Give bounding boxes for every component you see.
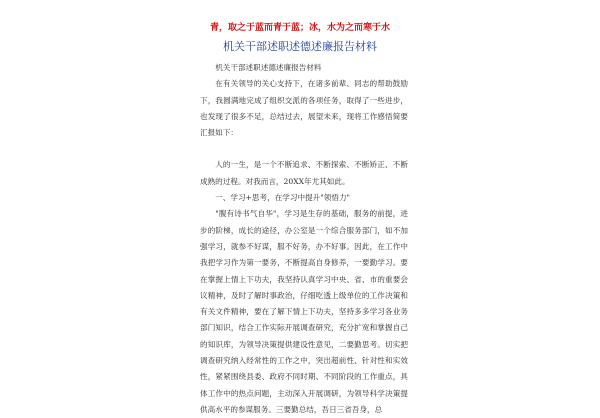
document-title: 机关干部述职述德述廉报告材料 — [223, 40, 377, 53]
intro-paragraph: 在有关领导的关心支持下，在诸多前辈、同志的帮助鼓励下，我圆满地完成了组织交派的各项任务，取得了一些进步，也发现了很多不足，总结过去，展望未来，现将工作感悟简要汇报如下： — [200, 79, 408, 138]
section-heading: 一、学习+思考，在学习中提升"领悟力" — [215, 193, 351, 203]
header-note: 青，取之于蓝而青于蓝；冰，水为之而寒于水 — [209, 23, 390, 33]
life-paragraph: 人的一生，是一个不断追求、不断探索、不断矫正、不断成熟的过程。对我而言，20XX年尤其如此。 — [200, 160, 408, 186]
study-paragraph: "腹有诗书气自华"，学习是生存的基础，服务的前提，进步的阶梯，成长的途径，办公室是一个综合服务部门，如不加强学习，就参不好谋，服不好务，办不好事。因此，在工作中我把学习作为第一要务，不断提高自身修养，一要勤学习。要在掌握上情上下功夫，我坚持认真学习中央、省、市的重要会议精神，及时了解时事政治，仔细吃透上级单位的工作决策和有关文件精神，要在了解下情上下功夫，坚持多多学习各业务部门知识，结合工作实际开展调查研究，充分扩宽和掌握自己的知识库，为领导决策提供建设性意见，二要勤思考。切实把调查研究纳入经常性的工作之中，突出超前性、针对性和实效性，紧紧围绕县委、政府不同时期、不同阶段的工作重点，具体工作中的热点问题，主动深入开展调研，为领导科学决策提供高水平的参谋服务。三要勤总结，吾日三省吾身，总 — [200, 209, 408, 414]
document-body — [200, 60, 408, 418]
subtitle-paragraph: 机关干部述职述德述廉报告材料 — [215, 63, 322, 72]
